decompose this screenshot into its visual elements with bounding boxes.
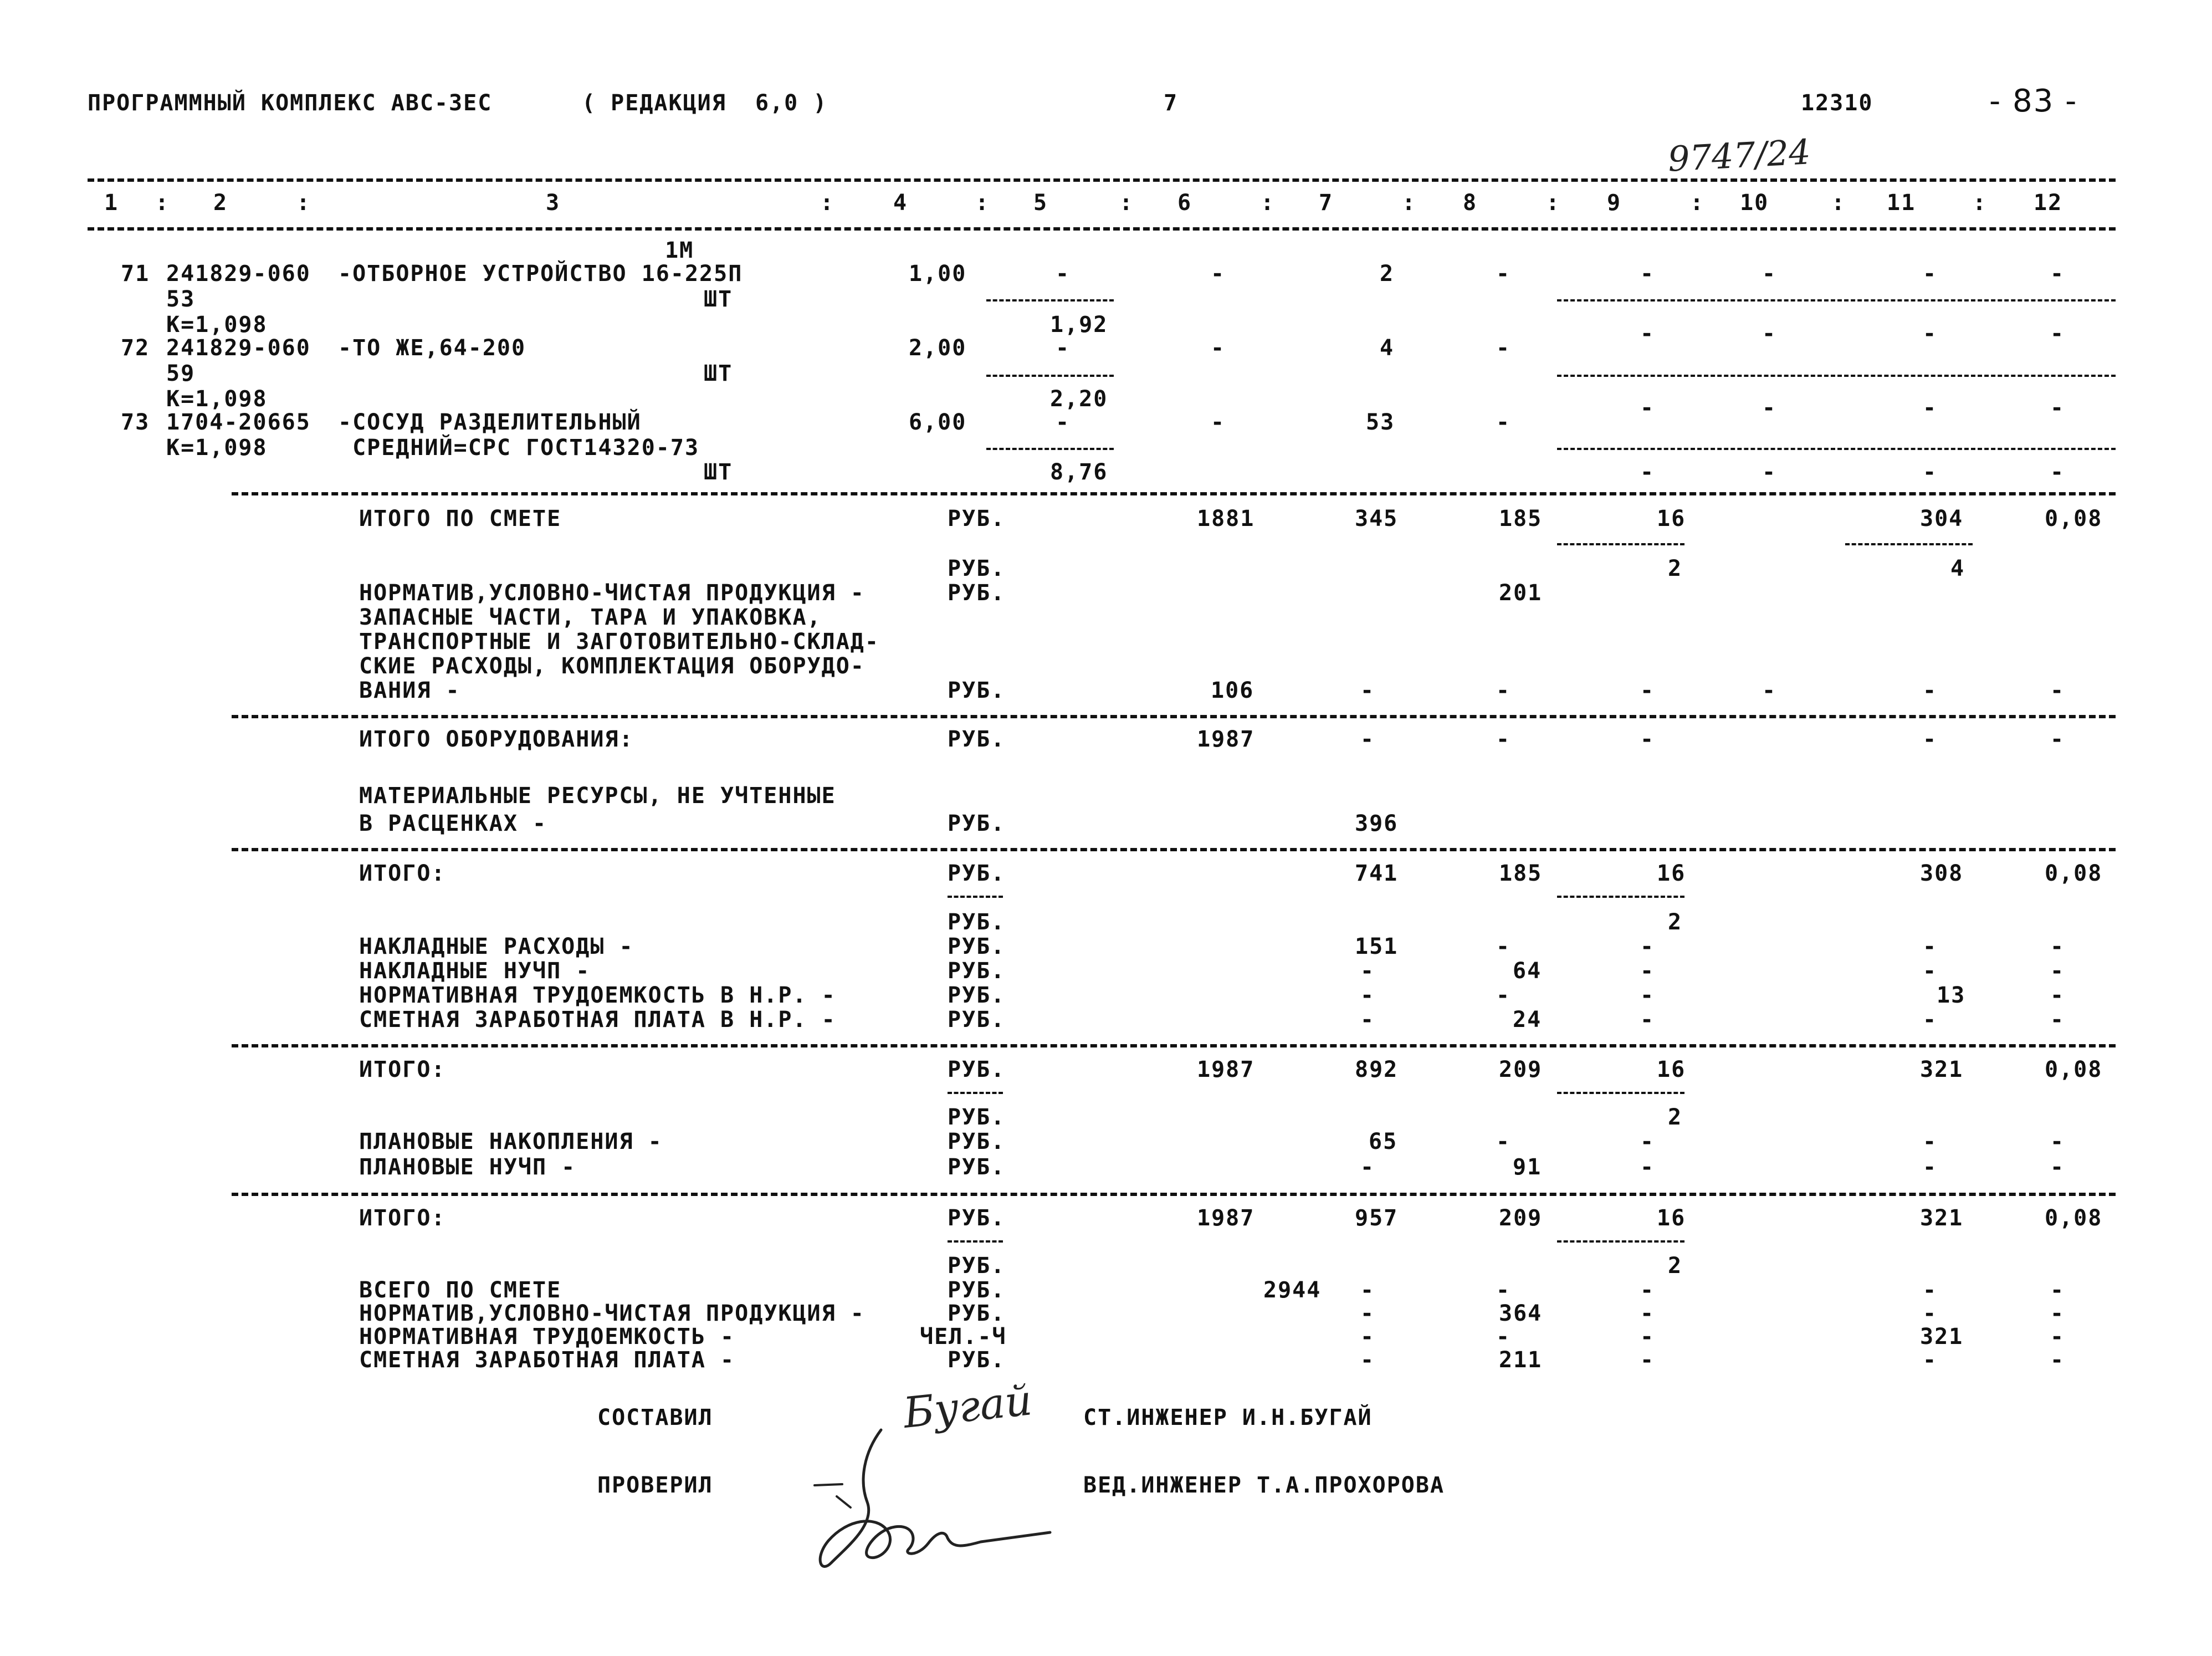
- rule: [1845, 543, 1973, 545]
- rule-section: [232, 715, 2116, 718]
- cell: -: [1360, 1324, 1375, 1350]
- cell: -: [1496, 983, 1511, 1008]
- unit: РУБ.: [948, 934, 1006, 959]
- cell: -: [1496, 1129, 1511, 1154]
- row-label: НОРМАТИВНАЯ ТРУДОЕМКОСТЬ В Н.Р. -: [359, 983, 836, 1008]
- col-2-header: 2: [213, 190, 228, 216]
- unit: РУБ.: [948, 1253, 1006, 1279]
- cell: -: [1640, 678, 1655, 703]
- cell: -: [1640, 459, 1655, 485]
- cell: 13: [1937, 983, 1966, 1008]
- cell: 4: [1380, 335, 1395, 361]
- cell: -: [1640, 1347, 1655, 1373]
- item-number: 73: [121, 410, 150, 435]
- cell: 2: [1380, 261, 1395, 287]
- cell: -: [1496, 410, 1511, 435]
- item-coefficient: К=1,098: [166, 386, 268, 412]
- cell: 211: [1499, 1347, 1543, 1373]
- item-name: -ТО ЖЕ,64-200: [338, 335, 526, 361]
- rule: [1557, 448, 2116, 450]
- cell: -: [1923, 459, 1938, 485]
- cell: -: [1496, 678, 1511, 703]
- cell: -: [1640, 1324, 1655, 1350]
- cell: -: [1360, 1277, 1375, 1303]
- cell: -: [1923, 395, 1938, 421]
- unit: РУБ.: [948, 506, 1006, 531]
- cell: -: [1640, 1154, 1655, 1180]
- rule: [1557, 896, 1684, 898]
- cell: -: [1762, 321, 1777, 346]
- row-label: НОРМАТИВ,УСЛОВНО-ЧИСТАЯ ПРОДУКЦИЯ -: [359, 1301, 865, 1326]
- rule: [948, 1240, 1003, 1243]
- row-label: МАТЕРИАЛЬНЫЕ РЕСУРСЫ, НЕ УЧТЕННЫЕ: [359, 783, 836, 809]
- cell: -: [1056, 261, 1071, 287]
- cell: -: [1496, 727, 1511, 752]
- cell: 16: [1657, 1057, 1686, 1082]
- item-quantity: 1,00: [909, 261, 967, 287]
- cell: 321: [1920, 1205, 1964, 1231]
- unit: РУБ.: [948, 811, 1006, 836]
- cell: 2944: [1263, 1277, 1322, 1303]
- cell: -: [2050, 261, 2065, 287]
- cell: 209: [1499, 1205, 1543, 1231]
- cell: 201: [1499, 580, 1543, 606]
- cell: -: [1640, 1129, 1655, 1154]
- row-label: ИТОГО ПО СМЕТЕ: [359, 506, 562, 531]
- unit: РУБ.: [948, 861, 1006, 886]
- rule: [986, 375, 1114, 377]
- rule: [986, 448, 1114, 450]
- cell: -: [1211, 335, 1226, 361]
- rule: [1557, 299, 2116, 301]
- cell: 2: [1668, 909, 1683, 935]
- cell: -: [2050, 459, 2065, 485]
- row-label: ВСЕГО ПО СМЕТЕ: [359, 1277, 562, 1303]
- cell: -: [2050, 678, 2065, 703]
- col-5-header: 5: [1033, 190, 1048, 216]
- cell: -: [1923, 1154, 1938, 1180]
- cell: 2: [1668, 556, 1683, 581]
- col-8-header: 8: [1463, 190, 1478, 216]
- program-title: ПРОГРАММНЫЙ КОМПЛЕКС АВС-ЗЕС: [88, 90, 493, 116]
- item-code: 241829-060: [166, 335, 311, 361]
- cell: -: [2050, 1347, 2065, 1373]
- cell: -: [1360, 727, 1375, 752]
- cell: -: [2050, 1154, 2065, 1180]
- unit: РУБ.: [948, 727, 1006, 752]
- cell: -: [1762, 261, 1777, 287]
- rule-section: [232, 1044, 2116, 1047]
- cell: -: [1211, 410, 1226, 435]
- cell: 321: [1920, 1057, 1964, 1082]
- cell: 892: [1355, 1057, 1399, 1082]
- row-label: НАКЛАДНЫЕ НУЧП -: [359, 958, 591, 984]
- rule-section: [232, 492, 2116, 495]
- row-label: НОРМАТИВ,УСЛОВНО-ЧИСТАЯ ПРОДУКЦИЯ -: [359, 580, 865, 606]
- cell: -: [1640, 1007, 1655, 1033]
- cell: 1987: [1197, 727, 1255, 752]
- cell: 304: [1920, 506, 1964, 531]
- row-label: СМЕТНАЯ ЗАРАБОТНАЯ ПЛАТА В Н.Р. -: [359, 1007, 836, 1033]
- cell: -: [1923, 1347, 1938, 1373]
- item-unit: ШТ: [704, 361, 733, 386]
- cell: 185: [1499, 506, 1543, 531]
- cell: -: [2050, 983, 2065, 1008]
- cell: -: [1640, 727, 1655, 752]
- unit: РУБ.: [948, 958, 1006, 984]
- cell: -: [1360, 1301, 1375, 1326]
- cell: -: [1923, 1277, 1938, 1303]
- cell: 209: [1499, 1057, 1543, 1082]
- unit: РУБ.: [948, 1301, 1006, 1326]
- cell: -: [1640, 321, 1655, 346]
- item-code: 1704-20665: [166, 410, 311, 435]
- rule: [1557, 375, 2116, 377]
- row-label: НАКЛАДНЫЕ РАСХОДЫ -: [359, 934, 634, 959]
- cell: -: [1923, 1007, 1938, 1033]
- item-code: 241829-060: [166, 261, 311, 287]
- cell: -: [1640, 1301, 1655, 1326]
- composer-handwritten-signature: Бугай: [900, 1375, 1035, 1438]
- col-11-header: 11: [1887, 190, 1916, 216]
- cell: 957: [1355, 1205, 1399, 1231]
- edition-label: ( РЕДАКЦИЯ 6,0 ): [582, 90, 828, 116]
- cell: -: [1640, 934, 1655, 959]
- cell: -: [2050, 1301, 2065, 1326]
- cell: 64: [1513, 958, 1542, 984]
- cell: -: [2050, 1324, 2065, 1350]
- cell: 0,08: [2045, 1057, 2103, 1082]
- row-label: В РАСЦЕНКАХ -: [359, 811, 547, 836]
- cell: 8,76: [1050, 459, 1108, 485]
- cell: -: [1360, 1007, 1375, 1033]
- item-coefficient: К=1,098: [166, 312, 268, 338]
- cell: 0,08: [2045, 861, 2103, 886]
- estimate-page: ПРОГРАММНЫЙ КОМПЛЕКС АВС-ЗЕС ( РЕДАКЦИЯ 6,0 ) 7 12310 - 83 - 9747/24 1 : 2 : 3 : 4 : 5 : 6 : 7 : 8 : 9 : 10 : 11 : 12 1М 71 241829-060 -ОТБОРНОЕ УСТРОЙСТВО 16-225П 1,00 - - 2 - - - - - 53 ШТ К=1,098 1,92 72 241829-060 -ТО ЖЕ,64-200 2,00 - - 4 - - - - - 59 ШТ К=1,098 2,20 73 1704-20665 -СОСУД РАЗДЕЛИТЕЛЬНЫЙ 6,00 - - 53 - - - - - К=1,098 СРЕДНИЙ=СРС ГОСТ14320-73 ШТ 8,76 - - - - ИТОГО ПО СМЕТЕ РУБ. 1881 345 185 16 304 0,08 РУБ. 2 4 НОРМАТИВ,УСЛОВНО-ЧИСТАЯ ПРОДУКЦИЯ - РУБ. 201 ЗАПАСНЫЕ ЧАСТИ, ТАРА И УПАКОВКА, ТРАНСПОРТНЫЕ И ЗАГОТОВИТЕЛЬНО-СКЛАД- СКИЕ РАСХОДЫ, КОМПЛЕКТАЦИЯ ОБОРУДО- ВАНИЯ - РУБ. 106 - - - - - - ИТОГО ОБОРУДОВАНИЯ: РУБ. 1987 - - - - - МАТЕРИАЛЬНЫЕ РЕСУРСЫ, НЕ УЧТЕННЫЕ В РАСЦЕНКАХ - РУБ. 396 ИТОГО: РУБ. 741 185 16 308 0,08 РУБ. 2 НАКЛАДНЫЕ РАСХОДЫ - НАКЛАДНЫЕ НУЧП - НОРМАТИВНАЯ ТРУДОЕМКОСТЬ В Н.Р. - СМЕТНАЯ ЗАРАБОТНАЯ ПЛАТА В Н.Р. - РУБ. РУБ. РУБ. РУБ. 151 - - - - 64 - 24 - - - - - - 13 - - - - - ИТОГО: РУБ. 1987 892 209 16 321 0,08 РУБ. 2 ПЛАНОВЫЕ НАКОПЛЕНИЯ - ПЛАНОВЫЕ НУЧП - РУБ. РУБ. 65 - - 91 - - - - - - ИТОГО: РУБ. 1987 957 209 16 321 0,08 РУБ. 2 ВСЕГО ПО СМЕТЕ НОРМАТИВ,УСЛОВНО-ЧИСТАЯ ПРОДУКЦИЯ - НОРМАТИВНАЯ ТРУДОЕМКОСТЬ - СМЕТНАЯ ЗАРАБОТНАЯ ПЛАТА - РУБ. РУБ. ЧЕЛ.-Ч РУБ. 2944 - - - - - 364 - 211 - - - - - - 321 - - - - - СОСТАВИЛ Бугай СТ.ИНЖЕНЕР И.Н.БУГАЙ ПРОВЕРИЛ ВЕД.ИНЖЕНЕР Т.А.ПРОХОРОВА: [0, 0, 2212, 1656]
- rule: [948, 1092, 1003, 1094]
- checker-signature: [798, 1419, 1064, 1585]
- unit: РУБ.: [948, 678, 1006, 703]
- cell: -: [1496, 1324, 1511, 1350]
- row-label: ИТОГО:: [359, 1057, 446, 1082]
- cell: 0,08: [2045, 1205, 2103, 1231]
- unit: РУБ.: [948, 1277, 1006, 1303]
- col-1-header: 1: [104, 190, 119, 216]
- cell: 2: [1668, 1105, 1683, 1130]
- cell: -: [1923, 321, 1938, 346]
- unit: РУБ.: [948, 1105, 1006, 1130]
- cell: 2: [1668, 1253, 1683, 1279]
- unit: РУБ.: [948, 1129, 1006, 1154]
- row-label: СКИЕ РАСХОДЫ, КОМПЛЕКТАЦИЯ ОБОРУДО-: [359, 653, 865, 679]
- cell: 53: [1366, 410, 1395, 435]
- rule-section: [232, 848, 2116, 851]
- checked-label: ПРОВЕРИЛ: [597, 1473, 713, 1498]
- cell: -: [1211, 261, 1226, 287]
- handwritten-reference: 9747/24: [1667, 131, 1812, 180]
- cell: 1881: [1197, 506, 1255, 531]
- cell: 308: [1920, 861, 1964, 886]
- item-number: 71: [121, 261, 150, 287]
- row-label: ИТОГО:: [359, 861, 446, 886]
- cell: -: [1056, 335, 1071, 361]
- row-label: ВАНИЯ -: [359, 678, 460, 703]
- row-label: СМЕТНАЯ ЗАРАБОТНАЯ ПЛАТА -: [359, 1347, 735, 1373]
- composed-by: СТ.ИНЖЕНЕР И.Н.БУГАЙ: [1083, 1405, 1373, 1430]
- item-unit: ШТ: [704, 287, 733, 312]
- col-6-header: 6: [1177, 190, 1192, 216]
- cell: -: [1762, 459, 1777, 485]
- cell: 91: [1513, 1154, 1542, 1180]
- item-quantity: 6,00: [909, 410, 967, 435]
- cell: -: [1360, 983, 1375, 1008]
- cell: -: [1496, 934, 1511, 959]
- cell: -: [1496, 335, 1511, 361]
- col-3-header: 3: [546, 190, 561, 216]
- cell: -: [1923, 261, 1938, 287]
- rule: [1557, 1240, 1684, 1243]
- cell: -: [1640, 983, 1655, 1008]
- cell: -: [2050, 727, 2065, 752]
- item-unit: ШТ: [704, 459, 733, 485]
- cell: -: [1056, 410, 1071, 435]
- unit: РУБ.: [948, 1205, 1006, 1231]
- cell: -: [1762, 395, 1777, 421]
- sheet-number: 7: [1164, 90, 1179, 116]
- item-number: 72: [121, 335, 150, 361]
- unit: РУБ.: [948, 1057, 1006, 1082]
- cell: -: [2050, 1277, 2065, 1303]
- item-code-suffix: 59: [166, 361, 196, 386]
- row-label: ИТОГО:: [359, 1205, 446, 1231]
- cell: -: [1923, 1301, 1938, 1326]
- cell: 0,08: [2045, 506, 2103, 531]
- cell: -: [2050, 1007, 2065, 1033]
- cell: -: [2050, 934, 2065, 959]
- cell: -: [1640, 395, 1655, 421]
- item-code-suffix: 53: [166, 287, 196, 312]
- cell: 106: [1211, 678, 1255, 703]
- cell: 741: [1355, 861, 1399, 886]
- cell: 24: [1513, 1007, 1542, 1033]
- row-label: НОРМАТИВНАЯ ТРУДОЕМКОСТЬ -: [359, 1324, 735, 1350]
- rule-section: [232, 1193, 2116, 1196]
- cell: -: [1923, 678, 1938, 703]
- cell: -: [2050, 958, 2065, 984]
- checked-by: ВЕД.ИНЖЕНЕР Т.А.ПРОХОРОВА: [1083, 1473, 1445, 1498]
- rule: [1557, 1092, 1684, 1094]
- cell: 1987: [1197, 1057, 1255, 1082]
- cell: -: [1640, 1277, 1655, 1303]
- cell: -: [1360, 958, 1375, 984]
- col-7-header: 7: [1319, 190, 1334, 216]
- item-name: -ОТБОРНОЕ УСТРОЙСТВО 16-225П: [338, 261, 743, 287]
- cell: 151: [1355, 934, 1399, 959]
- cell: 1,92: [1050, 312, 1108, 338]
- col-12-header: 12: [2034, 190, 2063, 216]
- cell: -: [1360, 1154, 1375, 1180]
- unit: РУБ.: [948, 580, 1006, 606]
- row-label: ТРАНСПОРТНЫЕ И ЗАГОТОВИТЕЛЬНО-СКЛАД-: [359, 629, 879, 655]
- cell: -: [1640, 261, 1655, 287]
- rule: [1557, 543, 1684, 545]
- cell: -: [2050, 321, 2065, 346]
- col-4-header: 4: [893, 190, 908, 216]
- unit: ЧЕЛ.-Ч: [920, 1324, 1007, 1350]
- row-label: ИТОГО ОБОРУДОВАНИЯ:: [359, 727, 634, 752]
- cell: -: [1360, 1347, 1375, 1373]
- cell: 4: [1950, 556, 1965, 581]
- cell: -: [1923, 958, 1938, 984]
- cell: 65: [1369, 1129, 1398, 1154]
- cell: -: [2050, 395, 2065, 421]
- rule-header-top: [88, 178, 2116, 182]
- item-quantity: 2,00: [909, 335, 967, 361]
- cell: -: [1923, 934, 1938, 959]
- item-name-line2: СРЕДНИЙ=СРС ГОСТ14320-73: [338, 435, 700, 461]
- cell: 1987: [1197, 1205, 1255, 1231]
- cell: -: [1496, 1277, 1511, 1303]
- unit: РУБ.: [948, 556, 1006, 581]
- cell: 345: [1355, 506, 1399, 531]
- cell: -: [1360, 678, 1375, 703]
- rule-header-bottom: [88, 227, 2116, 231]
- unit: РУБ.: [948, 1347, 1006, 1373]
- row-label: ЗАПАСНЫЕ ЧАСТИ, ТАРА И УПАКОВКА,: [359, 605, 822, 630]
- rule: [948, 896, 1003, 898]
- cell: 321: [1920, 1324, 1964, 1350]
- cell: 185: [1499, 861, 1543, 886]
- row-label: ПЛАНОВЫЕ НАКОПЛЕНИЯ -: [359, 1129, 663, 1154]
- cell: 16: [1657, 861, 1686, 886]
- unit: РУБ.: [948, 1007, 1006, 1033]
- cell: -: [1923, 727, 1938, 752]
- cell: -: [2050, 1129, 2065, 1154]
- rule: [986, 299, 1114, 301]
- row-label: ПЛАНОВЫЕ НУЧП -: [359, 1154, 576, 1180]
- col-10-header: 10: [1740, 190, 1769, 216]
- document-code: 12310: [1801, 90, 1873, 116]
- item-coefficient: К=1,098: [166, 435, 268, 461]
- unit: РУБ.: [948, 983, 1006, 1008]
- cell: 16: [1657, 1205, 1686, 1231]
- composed-label: СОСТАВИЛ: [597, 1405, 713, 1430]
- cell: -: [1640, 958, 1655, 984]
- item-superscript: 1М: [665, 238, 694, 263]
- unit: РУБ.: [948, 909, 1006, 935]
- unit: РУБ.: [948, 1154, 1006, 1180]
- cell: -: [1923, 1129, 1938, 1154]
- cell: 364: [1499, 1301, 1543, 1326]
- cell: 2,20: [1050, 386, 1108, 412]
- cell: -: [1762, 678, 1777, 703]
- cell: -: [1496, 261, 1511, 287]
- col-9-header: 9: [1607, 190, 1622, 216]
- cell: 16: [1657, 506, 1686, 531]
- cell: 396: [1355, 811, 1399, 836]
- item-name: -СОСУД РАЗДЕЛИТЕЛЬНЫЙ: [338, 410, 642, 435]
- page-number: - 83 -: [1989, 83, 2078, 119]
